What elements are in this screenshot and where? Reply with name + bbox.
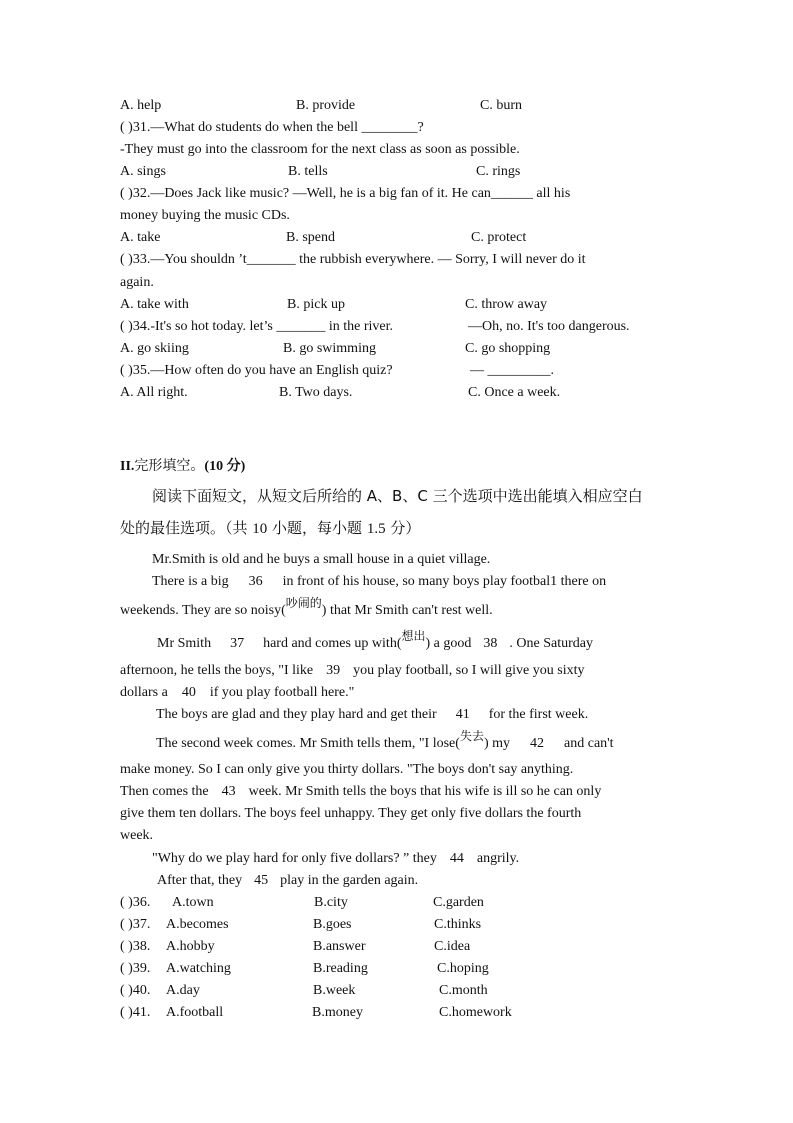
passage-line bbox=[120, 596, 493, 620]
option-a: A. sings bbox=[120, 164, 166, 179]
section-title: 完形填空。 bbox=[134, 458, 205, 474]
passage-text: "Why do we play hard for only five dollars? ” they bbox=[152, 851, 437, 866]
passage-line bbox=[157, 872, 418, 890]
option-b: B. provide bbox=[296, 98, 356, 113]
instructions-line-2 bbox=[120, 518, 420, 539]
question-number: ( )37. bbox=[120, 917, 151, 932]
passage-line bbox=[120, 684, 354, 702]
option-c: C. go shopping bbox=[465, 341, 551, 356]
blank-39: 39 bbox=[326, 663, 341, 678]
question-reply: — _________. bbox=[470, 363, 554, 378]
blank-42: 42 bbox=[530, 736, 545, 751]
passage-text: hard and comes up with( bbox=[263, 636, 402, 651]
passage-text: Mr Smith bbox=[157, 636, 212, 651]
passage-line: Mr.Smith is old and he buys a small house in a quiet village. bbox=[152, 552, 491, 567]
passage-line bbox=[156, 706, 588, 724]
passage-line: make money. So I can only give you thirty dollars. "The boys don't say anything. bbox=[120, 762, 574, 777]
option-c: C. rings bbox=[476, 164, 521, 179]
option-b: B. pick up bbox=[287, 297, 345, 312]
option-c: C. throw away bbox=[465, 297, 548, 312]
option-a: A. All right. bbox=[120, 385, 188, 400]
option-c: C.homework bbox=[439, 1005, 512, 1020]
passage-text: weekends. They are so noisy( bbox=[120, 603, 286, 618]
passage-line bbox=[120, 662, 584, 680]
section-number: II. bbox=[120, 459, 135, 474]
question-number: ( )39. bbox=[120, 961, 151, 976]
option-a: A.football bbox=[166, 1005, 224, 1020]
passage-text: and can't bbox=[564, 736, 614, 751]
option-b: B.week bbox=[313, 983, 356, 998]
option-b: B. go swimming bbox=[283, 341, 376, 356]
blank-43: 43 bbox=[221, 784, 236, 799]
passage-text: There is a big bbox=[152, 574, 229, 589]
blank-38: 38 bbox=[483, 636, 498, 651]
passage-line bbox=[120, 783, 601, 801]
passage-text: if you play football here." bbox=[209, 685, 355, 700]
blank-40: 40 bbox=[181, 685, 196, 700]
instructions-text: 处的最佳选项。（共 bbox=[120, 519, 253, 537]
instructions-text: 分） bbox=[385, 519, 421, 537]
passage-text: ) my bbox=[483, 736, 511, 751]
blank-41: 41 bbox=[455, 707, 470, 722]
question-stem: ( )34.-It's so hot today. let’s _______ in the river. bbox=[120, 319, 394, 334]
option-a: A.day bbox=[166, 983, 200, 998]
passage-line: week. bbox=[120, 828, 154, 843]
blank-45: 45 bbox=[254, 873, 269, 888]
question-stem-cont: again. bbox=[120, 275, 154, 290]
blank-36: 36 bbox=[248, 574, 263, 589]
passage-text: dollars a bbox=[120, 685, 168, 700]
question-stem: ( )33.—You shouldn ’t_______ the rubbish everywhere. — Sorry, I will never do it bbox=[120, 252, 586, 267]
passage-line: give them ten dollars. The boys feel unhappy. They get only five dollars the fourth bbox=[120, 806, 582, 821]
chinese-gloss: 吵闹的 bbox=[285, 596, 322, 610]
passage-line bbox=[157, 629, 593, 653]
question-stem: ( )32.—Does Jack like music? —Well, he is a big fan of it. He can______ all his bbox=[120, 186, 571, 201]
question-reply: —Oh, no. It's too dangerous. bbox=[468, 319, 630, 334]
option-c: C.thinks bbox=[434, 917, 482, 932]
passage-text: play in the garden again. bbox=[280, 873, 419, 888]
option-b: B.money bbox=[312, 1005, 363, 1020]
passage-text: The second week comes. Mr Smith tells them, "I lose( bbox=[156, 736, 460, 751]
blank-37: 37 bbox=[230, 636, 245, 651]
option-c: C. burn bbox=[480, 98, 522, 113]
passage-text: afternoon, he tells the boys, "I like bbox=[120, 663, 314, 678]
passage-text: . One Saturday bbox=[509, 636, 593, 651]
question-stem: ( )31.—What do students do when the bell ________? bbox=[120, 120, 424, 135]
question-number: ( )38. bbox=[120, 939, 151, 954]
option-a: A. take with bbox=[120, 297, 189, 312]
passage-line bbox=[152, 573, 606, 591]
passage-text: angrily. bbox=[476, 851, 520, 866]
section-score: (10 分) bbox=[204, 459, 246, 474]
question-count: 10 bbox=[252, 521, 268, 537]
option-a: A.becomes bbox=[166, 917, 229, 932]
option-a: A.hobby bbox=[166, 939, 215, 954]
option-b: B.city bbox=[314, 895, 348, 910]
option-b: B. tells bbox=[288, 164, 328, 179]
option-c: C. Once a week. bbox=[468, 385, 561, 400]
question-number: ( )36. bbox=[120, 895, 151, 910]
passage-text: ) that Mr Smith can't rest well. bbox=[321, 603, 493, 618]
chinese-gloss: 想出 bbox=[401, 629, 426, 643]
passage-line bbox=[156, 729, 614, 753]
option-c: C.idea bbox=[434, 939, 471, 954]
option-c: C.garden bbox=[433, 895, 484, 910]
question-number: ( )41. bbox=[120, 1005, 151, 1020]
option-a: A. go skiing bbox=[120, 341, 189, 356]
option-a: A. help bbox=[120, 98, 162, 113]
instructions-text: 小题，每小题 bbox=[267, 519, 367, 537]
section-heading bbox=[120, 455, 245, 475]
passage-text: After that, they bbox=[157, 873, 243, 888]
option-a: A. take bbox=[120, 230, 161, 245]
passage-text: week. Mr Smith tells the boys that his wife is ill so he can only bbox=[248, 784, 602, 799]
option-a: A.town bbox=[172, 895, 214, 910]
passage-text: ) a good bbox=[425, 636, 472, 651]
score-per-question: 1.5 bbox=[366, 521, 386, 537]
passage-text: in front of his house, so many boys play footbal1 there on bbox=[282, 574, 607, 589]
option-b: B.goes bbox=[313, 917, 352, 932]
passage-text: The boys are glad and they play hard and get their bbox=[156, 707, 437, 722]
option-c: C. protect bbox=[471, 230, 527, 245]
option-c: C.month bbox=[439, 983, 488, 998]
question-number: ( )40. bbox=[120, 983, 151, 998]
passage-text: for the first week. bbox=[488, 707, 589, 722]
instructions-line-1: 阅读下面短文，从短文后所给的 A、B、C 三个选项中选出能填入相应空白 bbox=[152, 487, 643, 505]
chinese-gloss: 失去 bbox=[459, 729, 484, 743]
blank-44: 44 bbox=[449, 851, 464, 866]
option-b: B. Two days. bbox=[279, 385, 353, 400]
question-answer-line: -They must go into the classroom for the next class as soon as possible. bbox=[120, 142, 520, 157]
question-stem-cont: money buying the music CDs. bbox=[120, 208, 290, 223]
option-c: C.hoping bbox=[437, 961, 489, 976]
option-a: A.watching bbox=[166, 961, 231, 976]
passage-line bbox=[152, 850, 519, 868]
option-b: B. spend bbox=[286, 230, 335, 245]
option-b: B.answer bbox=[313, 939, 366, 954]
question-stem: ( )35.—How often do you have an English quiz? bbox=[120, 363, 393, 378]
passage-text: you play football, so I will give you sixty bbox=[353, 663, 585, 678]
option-b: B.reading bbox=[313, 961, 368, 976]
passage-text: Then comes the bbox=[120, 784, 209, 799]
